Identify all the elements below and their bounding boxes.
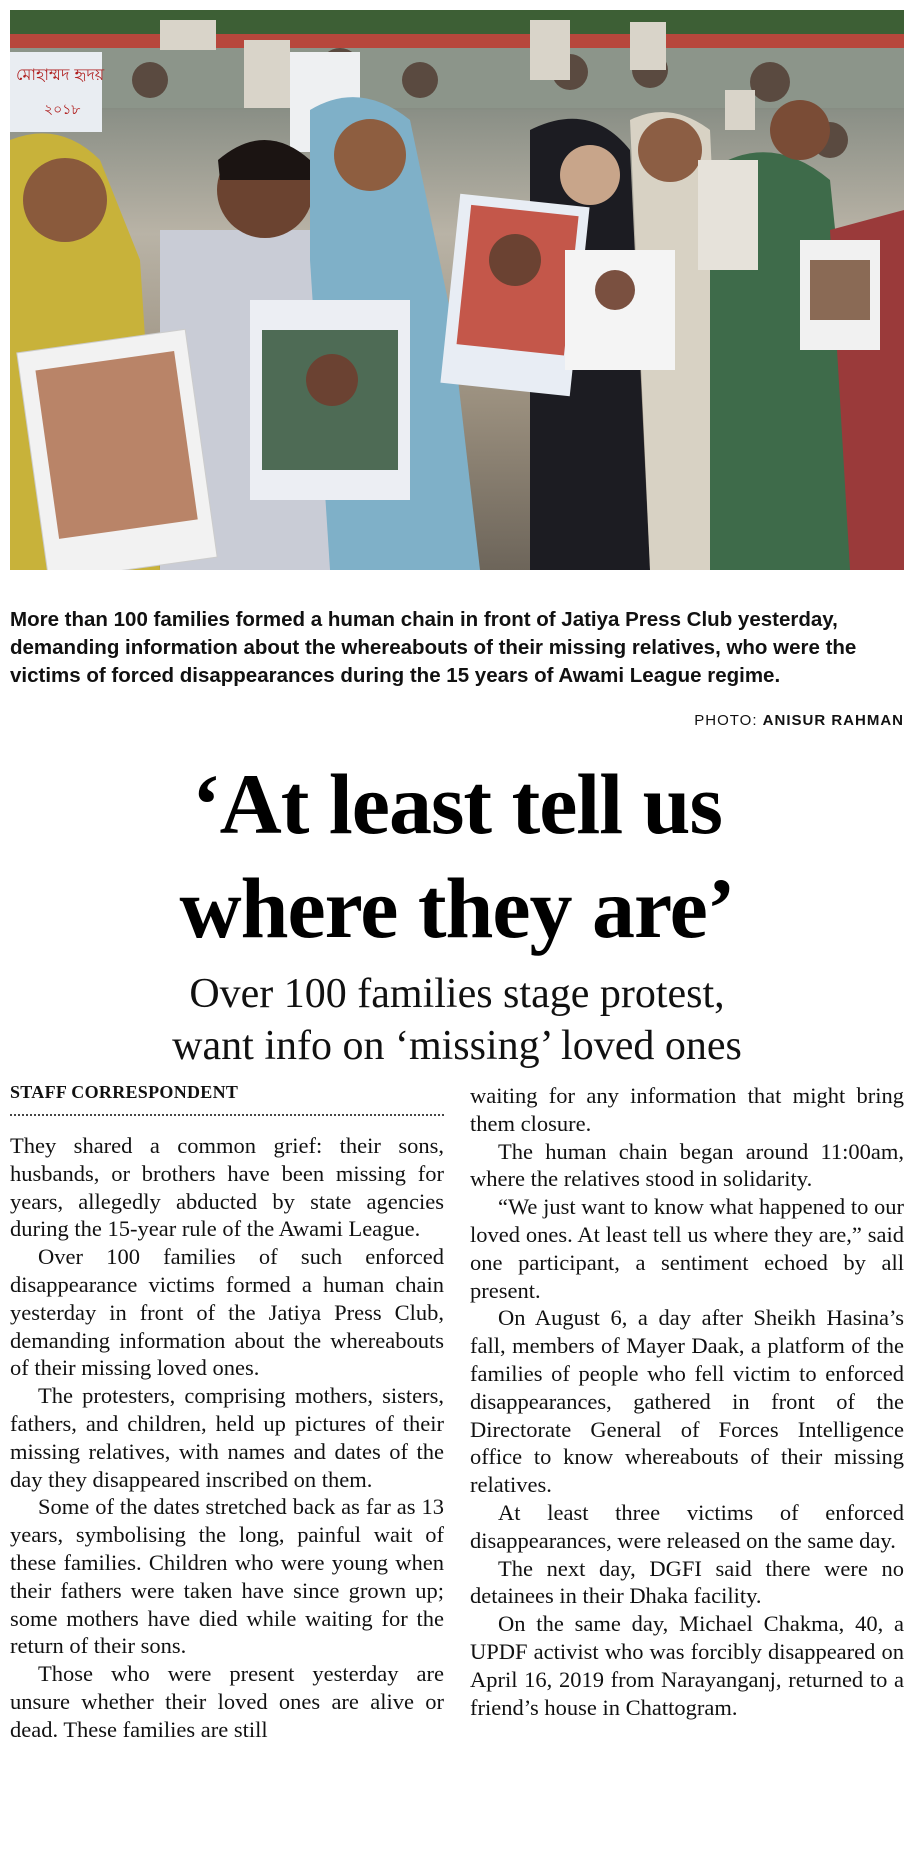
article-paragraph: On the same day, Michael Chakma, 40, a UPDF activist who was forcibly disappeared on April 16, 2019 from Narayanganj, returned to a friend’s house in Chattogram. [470,1611,904,1720]
article-paragraph: “We just want to know what happened to our loved ones. At least tell us where they are,” said one participant, a sentiment echoed by all present. [470,1194,904,1303]
article-paragraph: The next day, DGFI said there were no detainees in their Dhaka facility. [470,1555,904,1609]
news-photo [10,10,904,570]
headline-line-1: ‘At least tell us [192,756,722,852]
photo-caption: More than 100 families formed a human chain in front of Jatiya Press Club yesterday, demanding information about the whereabouts of their missing relatives, who were the victims of forced disappearances during the 15 years of Awami League regime. [10,608,857,687]
article-paragraph: They shared a common grief: their sons, husbands, or brothers have been missing for years, allegedly abducted by state agencies during the 15-year rule of the Awami League. [10,1133,444,1242]
sign-text: মোহাম্মদ হৃদয় [16,65,105,84]
article-paragraph: Some of the dates stretched back as far as 13 years, symbolising the long, painful wait of these families. Children who were young when their fathers were taken have since grown up; some mothers have died while waiting for the return of their sons. [10,1494,444,1659]
photo-credit-label: PHOTO: [694,712,758,729]
subheadline-line-1: Over 100 families stage protest, [189,971,725,1017]
protest-photo-illustration [10,10,904,570]
headline-line-2: where they are’ [179,860,735,956]
article-paragraph: Those who were present yesterday are unsure whether their loved ones are alive or dead. These families are still [10,1661,444,1742]
photo-credit-name: ANISUR RAHMAN [762,712,904,729]
article-paragraph: The protesters, comprising mothers, sisters, fathers, and children, held up pictures of their missing relatives, with names and dates of the day they disappeared inscribed on them. [10,1383,444,1492]
article-column-right [470,1082,904,1721]
byline: STAFF CORRESPONDENT [10,1080,444,1116]
article-paragraph: On August 6, a day after Sheikh Hasina’s fall, members of Mayer Daak, a platform of the families of people who fell victim to enforced disappearances, gathered in front of the Directorate General of Forces Intelligence office to know whereabouts of their missing relatives. [470,1305,904,1498]
article-column-left [10,1080,444,1744]
photo-credit [694,712,904,729]
subheadline-line-2: want info on ‘missing’ loved ones [172,1023,742,1069]
sign-year: ২০১৮ [44,102,81,118]
article-paragraph: The human chain began around 11:00am, where the relatives stood in solidarity. [470,1138,904,1192]
article-paragraph-continued: waiting for any information that might bring them closure. [470,1083,904,1136]
subheadline [0,968,914,1072]
article-paragraph: At least three victims of enforced disappearances, were released on the same day. [470,1499,904,1553]
headline [0,752,914,960]
article-paragraph: Over 100 families of such enforced disappearance victims formed a human chain yesterday in front of the Jatiya Press Club, demanding information about the whereabouts of their missing loved ones. [10,1244,444,1381]
